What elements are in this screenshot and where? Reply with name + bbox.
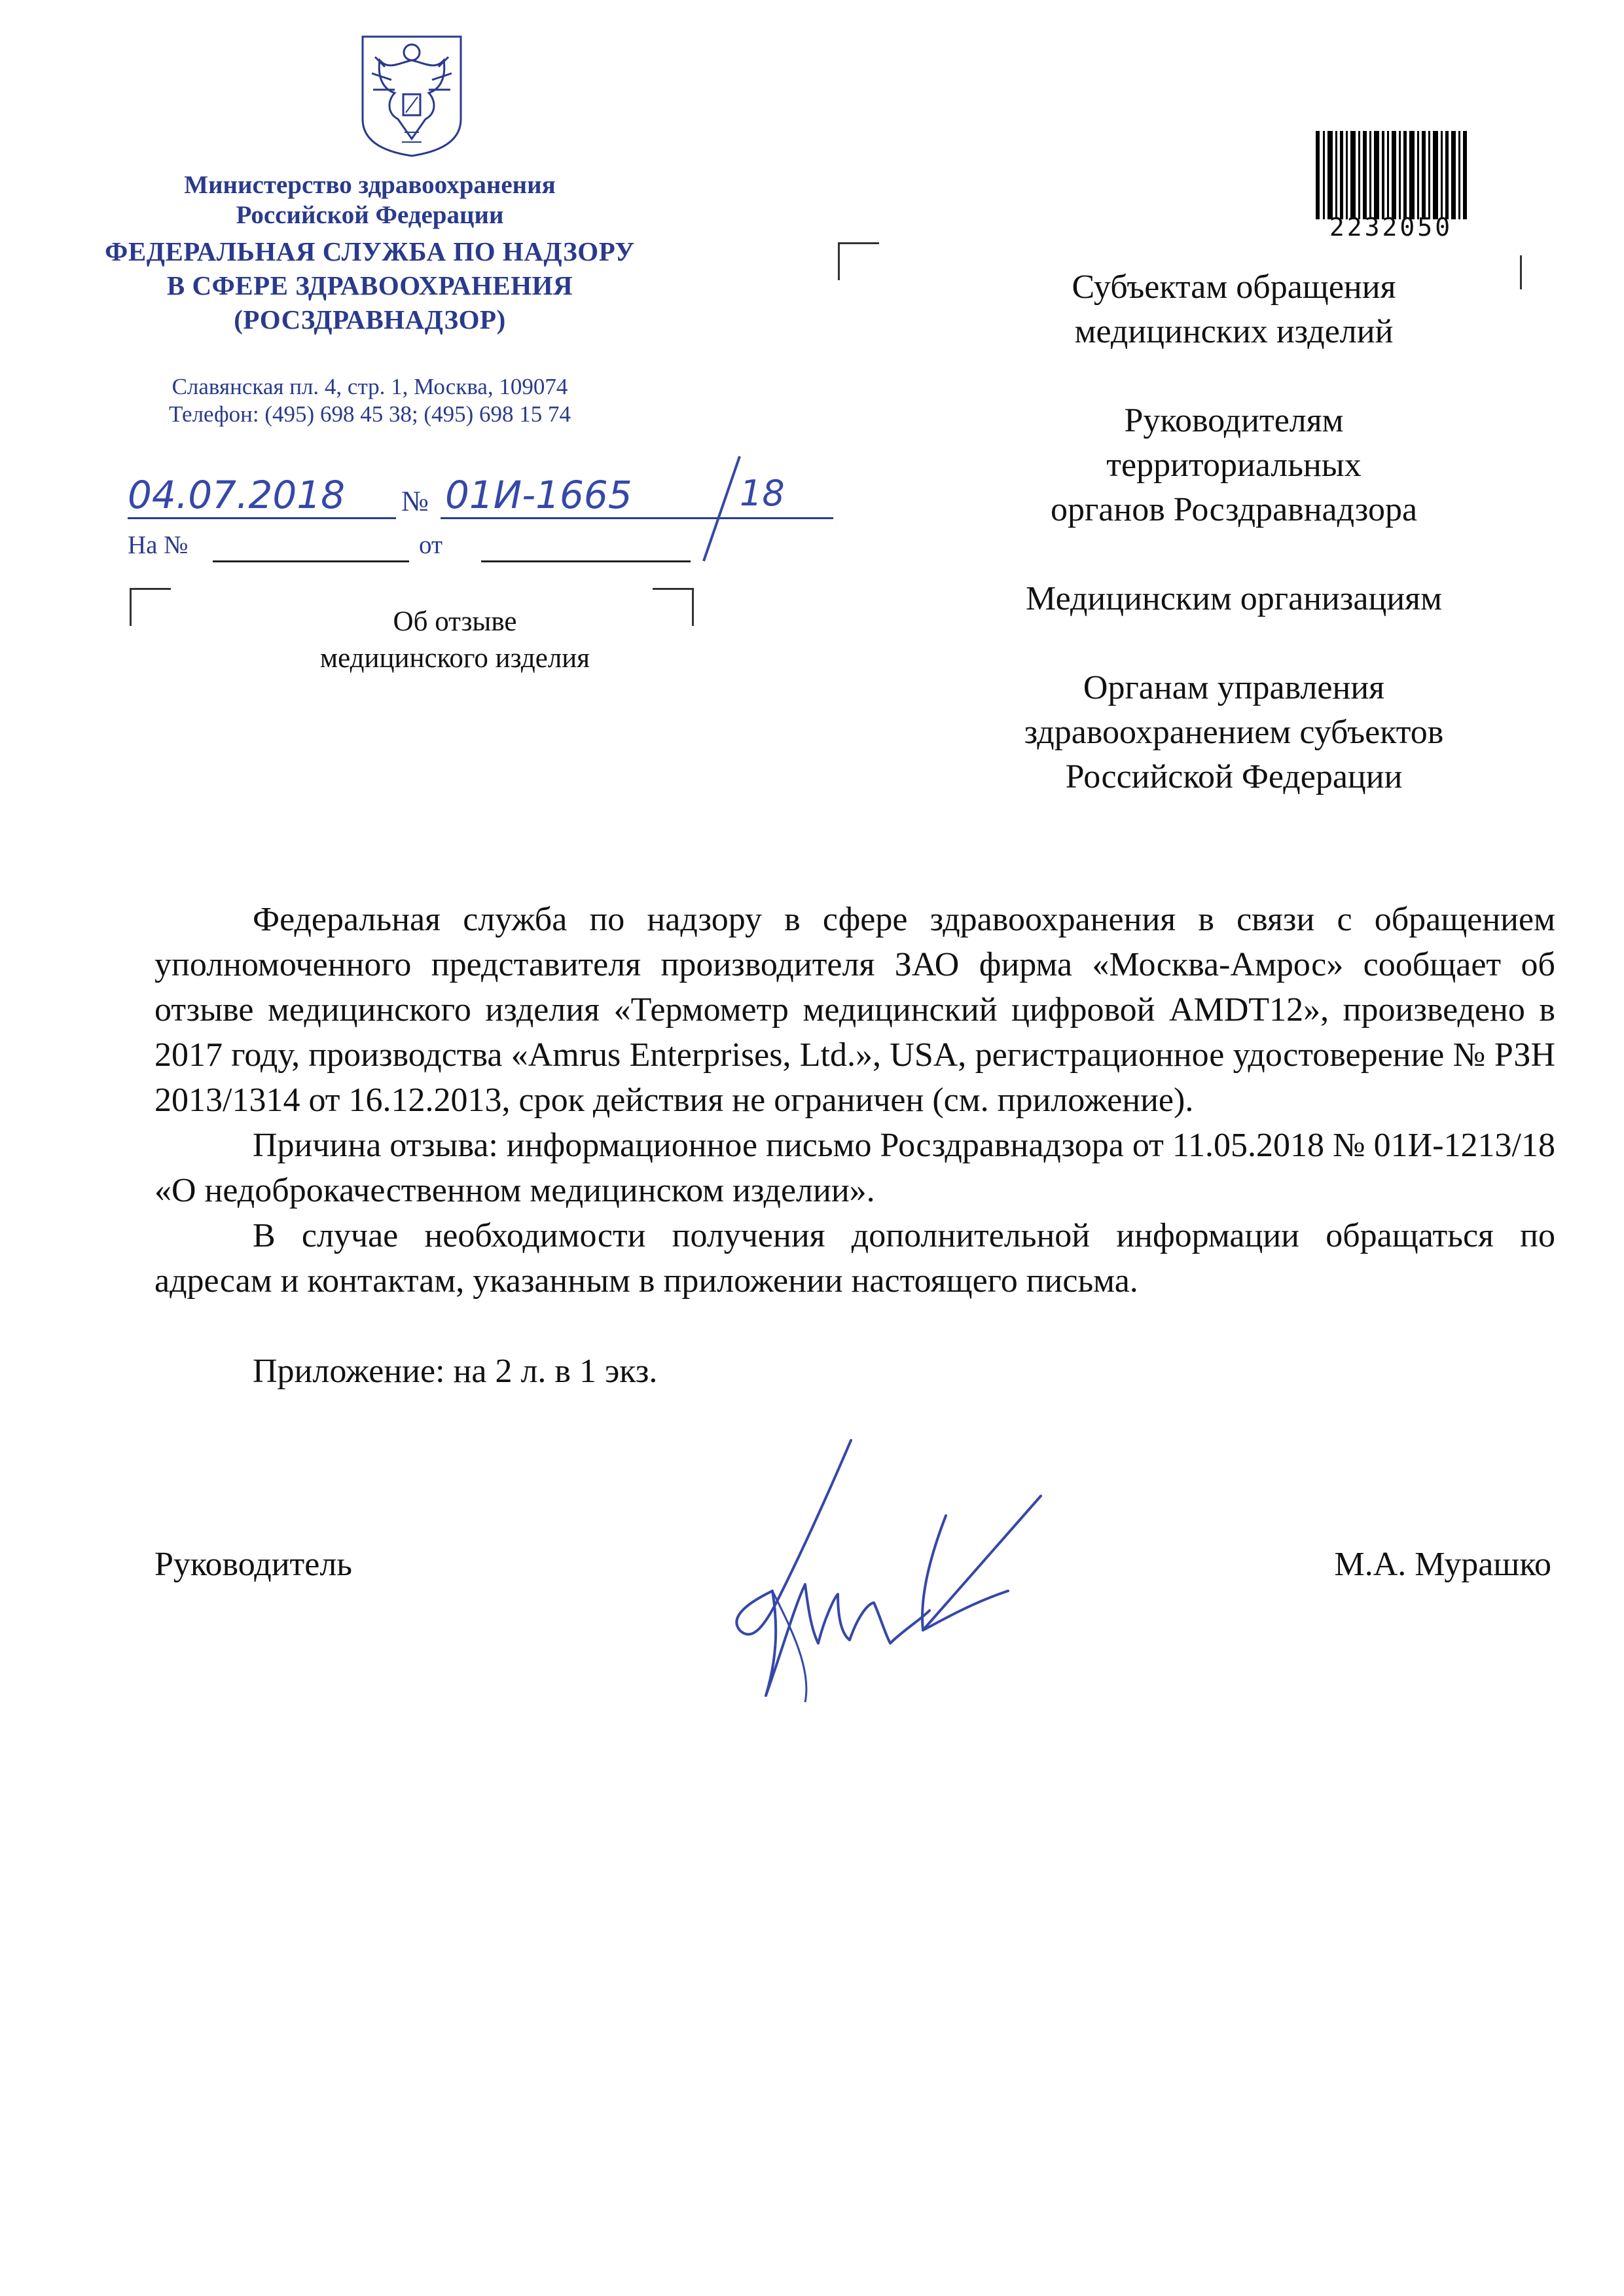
number-underline <box>441 517 833 519</box>
subject-corner-left <box>130 588 171 626</box>
reference-date-blank <box>481 560 691 562</box>
registration-number: 01И-1665 <box>445 473 632 517</box>
letter-body <box>154 897 1555 1394</box>
address-line: Славянская пл. 4, стр. 1, Москва, 109074 <box>171 374 568 399</box>
ministry-line-1: Министерство здравоохранения <box>184 171 556 199</box>
body-paragraph-2: Причина отзыва: информационное письмо Росздравнадзора от 11.05.2018 № 01И-1213/18 «О недоброкачественном медицинском изделии». <box>154 1127 1555 1209</box>
barcode-number: 2232050 <box>1329 213 1453 242</box>
reference-label: На № <box>128 531 189 559</box>
registration-line <box>128 466 815 525</box>
ministry-line-2: Российской Федерации <box>236 201 504 229</box>
addressee-line: медицинских изделий <box>1074 313 1394 350</box>
service-line-3: (РОСЗДРАВНАДЗОР) <box>234 304 506 335</box>
body-paragraph-3: В случае необходимости получения дополнительной информации обращаться по адресам и контактам, указанным в приложении настоящего письма. <box>154 1217 1555 1300</box>
addressee-block <box>923 265 1545 799</box>
number-sign: № <box>401 485 429 517</box>
addressee-item <box>923 577 1545 621</box>
coat-of-arms-emblem <box>359 34 465 158</box>
addressee-line: Субъектам обращения <box>1072 268 1396 306</box>
addressee-line: органов Росздравнадзора <box>1050 491 1418 528</box>
addressee-line: здравоохранением субъектов <box>1024 714 1444 751</box>
addressee-corner-left <box>838 242 879 280</box>
body-paragraph-1: Федеральная служба по надзору в сфере здравоохранения в связи с обращением уполномоченного представителя производителя ЗАО фирма «Москва-Амрос» сообщает об отзыве медицинского изделия «Термометр медицинский цифровой AMDT12», произведено в 2017 году, производства «Amrus Enterprises, Ltd.», USA, регистрационное удостоверение № РЗН 2013/1314 от 16.12.2013, срок действия не ограничен (см. приложение). <box>154 901 1555 1119</box>
signatory-position: Руководитель <box>154 1546 352 1583</box>
addressee-item <box>923 399 1545 532</box>
reference-line <box>128 530 717 570</box>
reference-from-label: от <box>419 531 443 559</box>
signatory-name: М.А. Мурашко <box>1334 1546 1551 1583</box>
addressee-item <box>923 265 1545 354</box>
attachment-note: Приложение: на 2 л. в 1 экз. <box>253 1353 658 1390</box>
addressee-line: Руководителям <box>1124 402 1344 439</box>
registration-date: 04.07.2018 <box>128 473 346 517</box>
registration-number-suffix: 18 <box>740 473 785 514</box>
subject-line-2: медицинского изделия <box>319 643 590 674</box>
service-name <box>105 234 635 337</box>
barcode <box>1267 92 1515 259</box>
ministry-name <box>131 170 609 230</box>
date-underline <box>128 517 396 519</box>
service-line-1: ФЕДЕРАЛЬНАЯ СЛУЖБА ПО НАДЗОРУ <box>105 236 635 266</box>
addressee-item <box>923 666 1545 799</box>
letter-subject <box>196 604 713 677</box>
service-line-2: В СФЕРЕ ЗДРАВООХРАНЕНИЯ <box>166 270 573 301</box>
phone-line: Телефон: (495) 698 45 38; (495) 698 15 74 <box>169 401 571 427</box>
addressee-line: Органам управления <box>1083 669 1385 706</box>
reference-number-blank <box>213 560 409 562</box>
service-address <box>131 373 609 428</box>
addressee-line: Российской Федерации <box>1065 758 1403 795</box>
handwritten-signature <box>641 1434 1060 1709</box>
addressee-line: территориальных <box>1106 446 1362 484</box>
addressee-line: Медицинским организациям <box>1026 580 1442 617</box>
subject-line-1: Об отзыве <box>393 606 517 637</box>
